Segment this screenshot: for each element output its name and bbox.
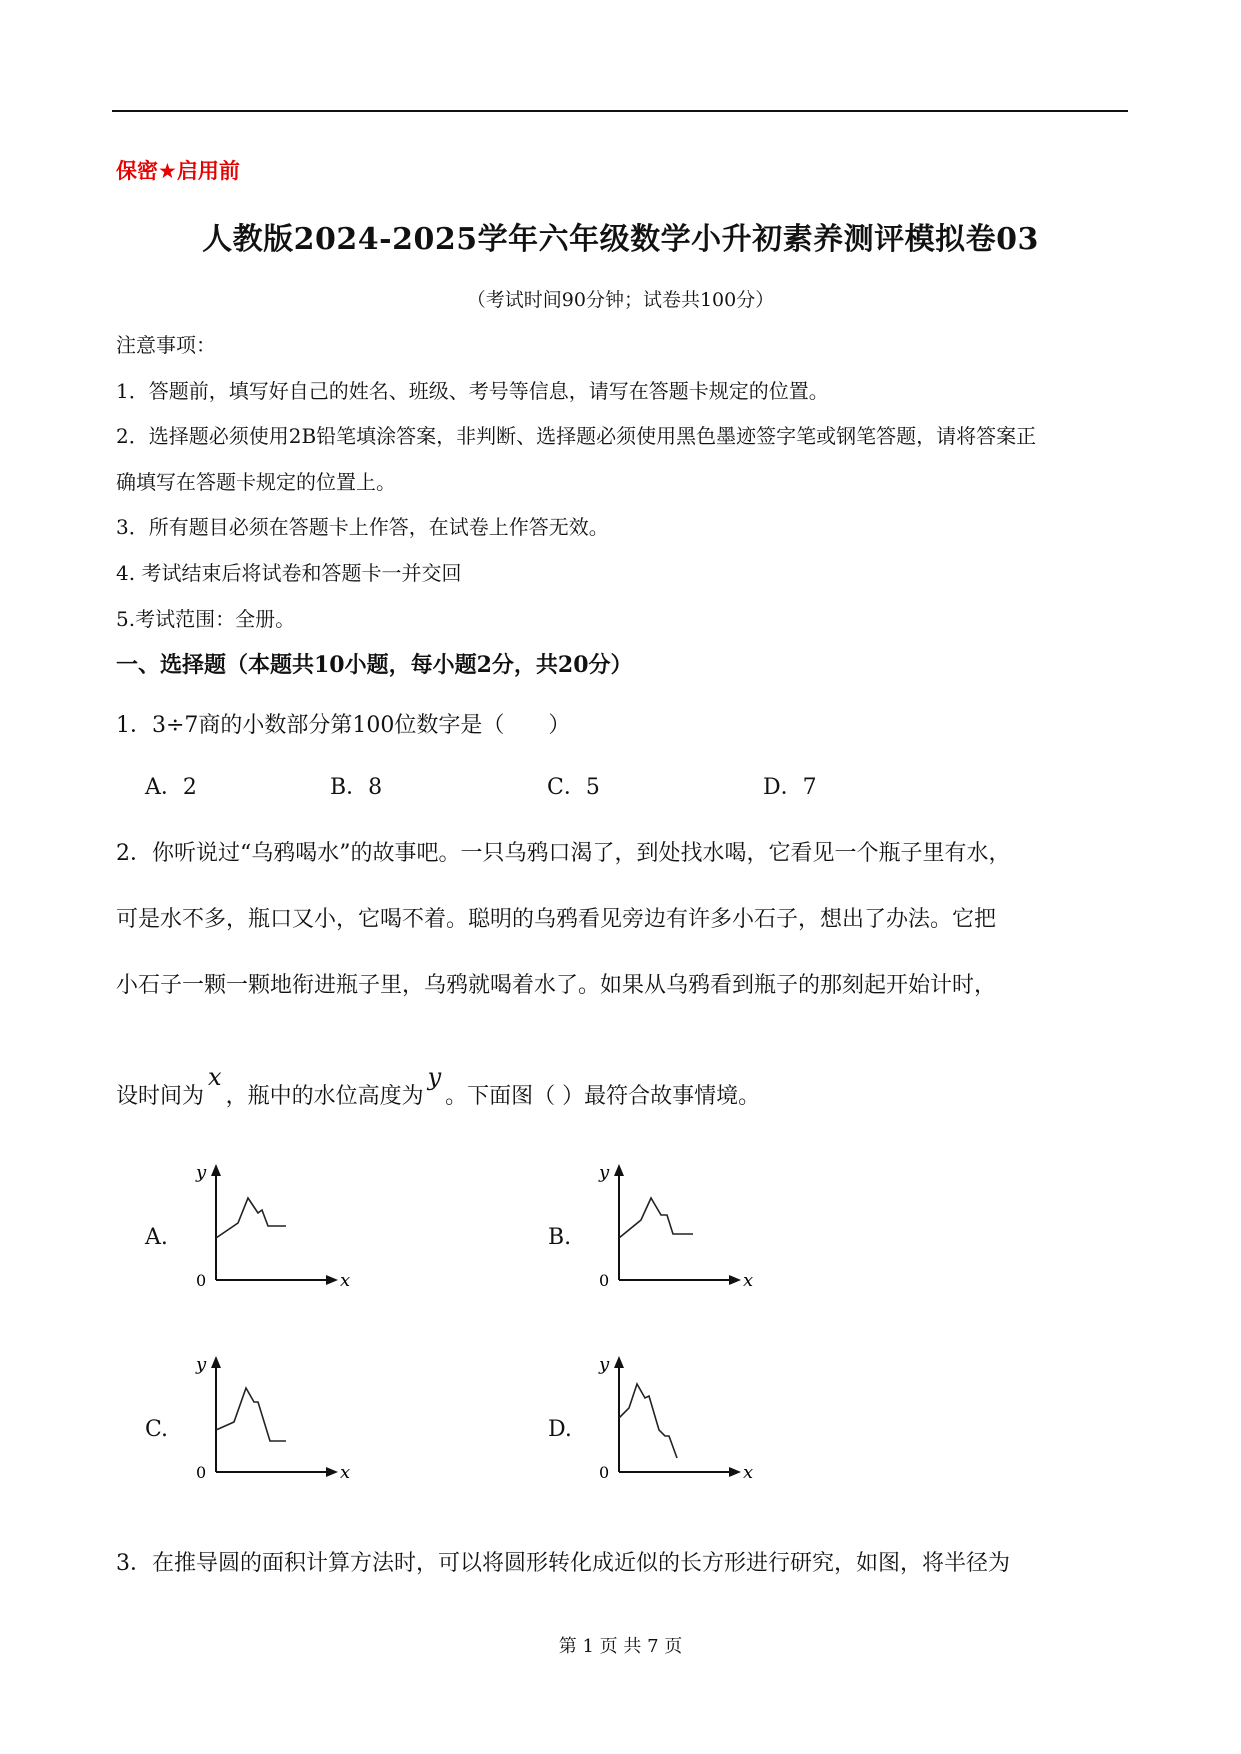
q2-option-a-label: A.: [145, 1225, 168, 1250]
q2-graph-c: [190, 1350, 370, 1494]
origin-label: 0: [599, 1271, 610, 1290]
q1-option-b: B．8: [330, 775, 383, 800]
section-heading: 一、选择题（本题共10小题，每小题2分，共20分）: [116, 652, 633, 678]
q1-option-a: A．2: [145, 775, 197, 800]
note-item: 确填写在答题卡规定的位置上。: [116, 470, 396, 494]
exam-info: （考试时间90分钟；试卷共100分）: [466, 289, 775, 311]
confidential-label: 保密★启用前: [116, 159, 240, 183]
question-2-line: 小石子一颗一颗地衔进瓶子里，乌鸦就喝着水了。如果从乌鸦看到瓶子的那刻起开始计时，: [116, 973, 997, 998]
variable-y: y: [427, 1063, 442, 1091]
q2-text: 。下面图（ ）最符合故事情境。: [445, 1084, 761, 1109]
x-axis-label: x: [340, 1270, 351, 1291]
water-level-line: [216, 1388, 286, 1441]
question-2-line: 2．你听说过“乌鸦喝水”的故事吧。一只乌鸦口渴了，到处找水喝，它看见一个瓶子里有水，: [116, 841, 1011, 866]
question-1-stem: 1．3÷7商的小数部分第100位数字是（ ）: [116, 713, 571, 738]
q2-text: 设时间为: [116, 1084, 205, 1109]
note-item: 5.考试范围：全册。: [116, 607, 296, 631]
x-axis-label: x: [340, 1462, 351, 1483]
q1-option-c: C．5: [547, 775, 600, 800]
water-level-line: [619, 1198, 693, 1238]
note-item: 1．答题前，填写好自己的姓名、班级、考号等信息，请写在答题卡规定的位置。: [116, 379, 829, 403]
y-axis-label: y: [196, 1162, 207, 1183]
q2-graph-a: [190, 1158, 370, 1302]
y-axis-label: y: [196, 1354, 207, 1375]
origin-label: 0: [599, 1463, 610, 1482]
q2-option-b-label: B.: [548, 1225, 572, 1250]
question-3-stem: 3．在推导圆的面积计算方法时，可以将圆形转化成近似的长方形进行研究，如图，将半径为: [116, 1551, 1011, 1576]
question-2-line: 可是水不多，瓶口又小，它喝不着。聪明的乌鸦看见旁边有许多小石子，想出了办法。它把: [116, 907, 997, 932]
question-2-last-line: [116, 1063, 761, 1110]
note-item: 3．所有题目必须在答题卡上作答，在试卷上作答无效。: [116, 515, 609, 539]
origin-label: 0: [196, 1463, 207, 1482]
page-title: 人教版2024-2025学年六年级数学小升初素养测评模拟卷03: [202, 222, 1039, 257]
q1-option-d: D．7: [763, 775, 817, 800]
x-axis-label: x: [743, 1270, 754, 1291]
note-item: 4. 考试结束后将试卷和答题卡一并交回: [116, 561, 462, 585]
q2-option-c-label: C.: [145, 1417, 169, 1442]
water-level-line: [216, 1198, 286, 1238]
variable-x: x: [208, 1063, 222, 1091]
origin-label: 0: [196, 1271, 207, 1290]
note-item: 2．选择题必须使用2B铅笔填涂答案，非判断、选择题必须使用黑色墨迹签字笔或钢笔答题，请将答案正: [116, 424, 1037, 448]
q2-text: ，瓶中的水位高度为: [225, 1084, 424, 1109]
y-axis-label: y: [599, 1162, 610, 1183]
q2-graph-b: [593, 1158, 773, 1302]
q2-option-d-label: D.: [548, 1417, 572, 1442]
header-rule: [112, 110, 1128, 112]
q2-graph-d: [593, 1350, 773, 1494]
water-level-line: [619, 1384, 677, 1458]
notes-heading: 注意事项：: [116, 333, 216, 357]
x-axis-label: x: [743, 1462, 754, 1483]
y-axis-label: y: [599, 1354, 610, 1375]
page-footer: 第 1 页 共 7 页: [558, 1636, 683, 1657]
